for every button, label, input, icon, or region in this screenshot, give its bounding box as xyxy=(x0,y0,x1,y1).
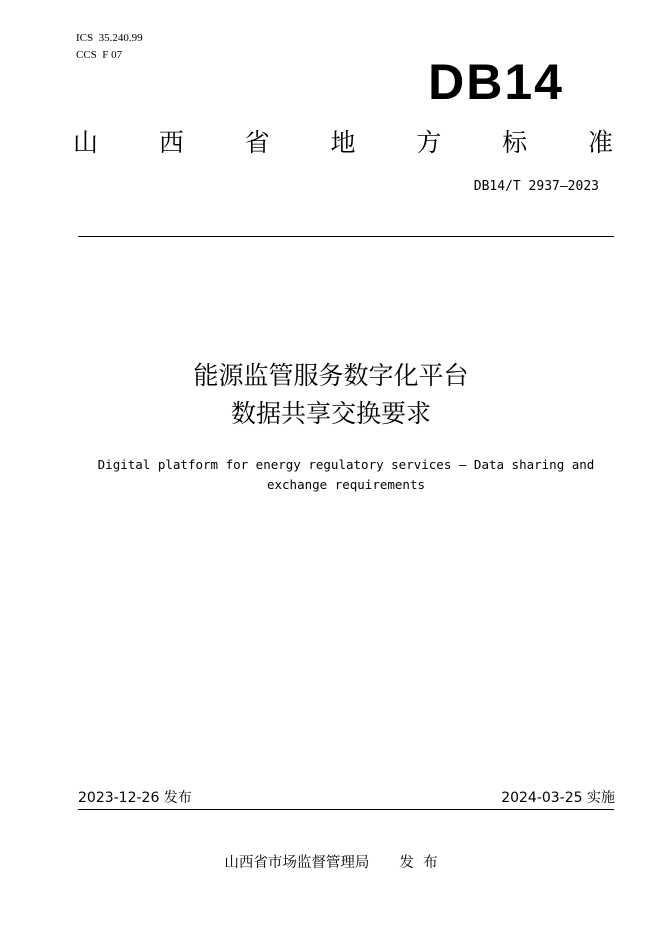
implementation-date: 2024-03-25 实施 xyxy=(501,790,615,806)
db14-logo: DB14 xyxy=(428,54,564,110)
bottom-divider xyxy=(78,809,614,810)
english-title-line-1: Digital platform for energy regulatory services — Data sharing and xyxy=(97,457,595,472)
ccs-code: CCS F 07 xyxy=(76,49,123,61)
standard-level-char: 山 xyxy=(73,128,99,157)
standard-level-char: 地 xyxy=(330,128,356,157)
standard-level-char: 标 xyxy=(502,128,528,157)
standard-level-char: 方 xyxy=(416,128,442,157)
publisher-action: 发 布 xyxy=(399,855,438,871)
standard-level-heading xyxy=(73,126,613,160)
standard-level-char: 西 xyxy=(158,128,184,157)
publisher-line xyxy=(0,852,662,874)
standard-level-char: 准 xyxy=(587,128,613,157)
standard-number: DB14/T 2937—2023 xyxy=(473,179,599,194)
english-title-line-2: exchange requirements xyxy=(266,477,426,492)
chinese-title-line-2: 数据共享交换要求 xyxy=(230,399,431,428)
top-divider xyxy=(78,236,614,237)
chinese-title-line-1: 能源监管服务数字化平台 xyxy=(193,361,469,390)
publisher-name: 山西省市场监督管理局 xyxy=(224,855,370,871)
ics-code: ICS 35.240.99 xyxy=(76,32,143,44)
standard-level-char: 省 xyxy=(244,128,270,157)
issue-date: 2023-12-26 发布 xyxy=(78,790,192,806)
